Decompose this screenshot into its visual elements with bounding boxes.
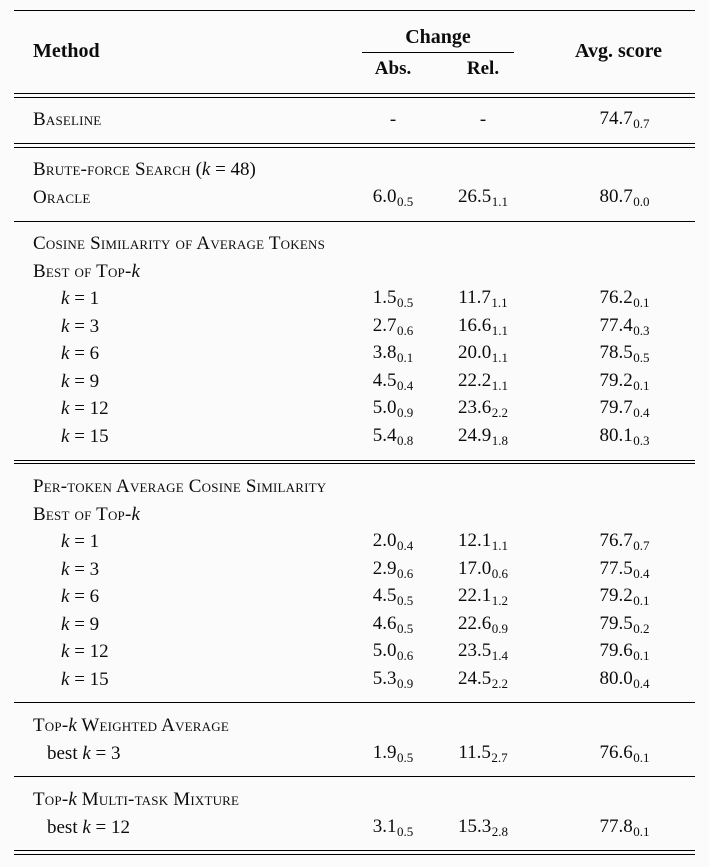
rel-value: 26.5: [458, 185, 492, 207]
rel-value-cell: [438, 668, 528, 692]
avg-value: 77.4: [599, 314, 633, 336]
abs-stddev-subscript: 0.6: [397, 648, 414, 664]
abs-value-cell: [348, 109, 438, 131]
method-label-segment: k: [82, 816, 91, 838]
method-label-segment: k: [131, 260, 140, 282]
rel-value-cell: [438, 397, 528, 421]
avg-value: 79.7: [599, 397, 633, 419]
rel-stddev-subscript: 0.9: [491, 620, 508, 636]
method-cell: [14, 531, 348, 553]
avg-value-cell: [528, 342, 695, 366]
header-rel: Rel.: [466, 58, 500, 79]
avg-value-cell: [528, 558, 695, 582]
method-label-segment: k: [61, 315, 70, 337]
abs-stddev-subscript: 0.1: [397, 350, 414, 366]
rel-value: 23.6: [458, 397, 492, 419]
table-row: [14, 501, 695, 529]
abs-stddev-subscript: 0.6: [397, 565, 414, 581]
method-cell: [14, 159, 348, 181]
rel-value: 22.2: [458, 369, 492, 391]
avg-value: 79.5: [599, 612, 633, 634]
rel-stddev-subscript: 1.4: [491, 648, 508, 664]
avg-value-cell: [528, 585, 695, 609]
avg-value: 80.1: [599, 424, 633, 446]
method-label-segment: k: [61, 343, 70, 365]
method-cell: [14, 504, 348, 526]
rel-stddev-subscript: 0.6: [491, 565, 508, 581]
method-label-segment: k: [131, 503, 140, 525]
rel-stddev-subscript: 1.1: [491, 193, 508, 209]
table-row: [14, 786, 695, 814]
method-label-segment: = 3: [69, 558, 100, 580]
rel-value: 15.3: [458, 815, 492, 837]
table-section: [14, 98, 695, 144]
avg-stddev-subscript: 0.0: [633, 193, 650, 209]
method-label-segment: k: [68, 715, 77, 737]
method-cell: [14, 789, 348, 811]
table-row: [14, 258, 695, 286]
method-label-segment: Best of Top-: [33, 260, 132, 282]
abs-value-cell: [348, 613, 438, 637]
rel-value-cell: [438, 315, 528, 339]
abs-value: 3.1: [372, 815, 397, 837]
avg-value: 77.5: [599, 557, 633, 579]
method-label-segment: = 3: [69, 315, 100, 337]
avg-stddev-subscript: 0.7: [633, 116, 650, 132]
rel-stddev-subscript: 2.8: [491, 823, 508, 839]
abs-stddev-subscript: 0.9: [397, 675, 414, 691]
avg-value-cell: [528, 186, 695, 210]
table-header: [14, 11, 695, 93]
avg-value-cell: [528, 640, 695, 664]
rel-value: 24.5: [458, 667, 492, 689]
abs-value-cell: [348, 342, 438, 366]
avg-value: 76.7: [599, 530, 633, 552]
avg-stddev-subscript: 0.4: [633, 675, 650, 691]
rel-stddev-subscript: 1.1: [491, 322, 508, 338]
abs-value: 4.5: [372, 585, 397, 607]
abs-value-cell: [348, 640, 438, 664]
table-section: [14, 148, 695, 221]
abs-value-cell: [348, 668, 438, 692]
table-row: [14, 423, 695, 451]
avg-stddev-subscript: 0.5: [633, 350, 650, 366]
method-label-segment: Brute-force Search: [33, 159, 191, 181]
table-section: [14, 222, 695, 460]
rel-value-cell: [438, 425, 528, 449]
header-method: Method: [33, 39, 100, 62]
abs-stddev-subscript: 0.5: [397, 823, 414, 839]
table-row: [14, 313, 695, 341]
avg-stddev-subscript: 0.3: [633, 322, 650, 338]
avg-value-cell: [528, 668, 695, 692]
abs-value: 3.8: [372, 342, 397, 364]
abs-value: 2.0: [372, 530, 397, 552]
table-row: [14, 341, 695, 369]
avg-value-cell: [528, 108, 695, 132]
avg-value: 77.8: [599, 815, 633, 837]
rel-value: 23.5: [458, 640, 492, 662]
avg-value-cell: [528, 530, 695, 554]
abs-value: 5.4: [372, 424, 397, 446]
rel-value-cell: [438, 530, 528, 554]
rel-stddev-subscript: 1.1: [491, 538, 508, 554]
avg-value: 76.6: [599, 741, 633, 763]
abs-value: 4.6: [372, 612, 397, 634]
method-cell: [14, 817, 348, 839]
method-cell: [14, 288, 348, 310]
abs-value: 5.0: [372, 397, 397, 419]
method-cell: [14, 316, 348, 338]
table-row: [14, 473, 695, 501]
rel-value: 17.0: [458, 557, 492, 579]
abs-value-cell: [348, 287, 438, 311]
table-row: [14, 712, 695, 740]
method-label-segment: Best of Top-: [33, 503, 132, 525]
abs-value-cell: [348, 742, 438, 766]
method-label-segment: k: [61, 668, 70, 690]
abs-value-cell: [348, 530, 438, 554]
table-row: [14, 814, 695, 842]
avg-value: 79.6: [599, 640, 633, 662]
rel-value: 24.9: [458, 424, 492, 446]
abs-stddev-subscript: 0.5: [397, 620, 414, 636]
header-abs: Abs.: [374, 58, 412, 79]
method-label-segment: = 6: [69, 586, 100, 608]
table-row: [14, 528, 695, 556]
table-row: [14, 286, 695, 314]
rel-value-cell: [438, 742, 528, 766]
abs-value-cell: [348, 397, 438, 421]
table-row: [14, 368, 695, 396]
abs-value: 1.9: [372, 741, 397, 763]
results-table: [14, 10, 695, 855]
abs-value-cell: [348, 186, 438, 210]
table-row: [14, 157, 695, 185]
method-label-segment: = 1: [69, 288, 100, 310]
table-section: [14, 777, 695, 850]
method-label-segment: = 1: [69, 531, 100, 553]
abs-value-cell: [348, 315, 438, 339]
method-label-segment: = 6: [69, 343, 100, 365]
avg-stddev-subscript: 0.1: [633, 295, 650, 311]
avg-value: 78.5: [599, 342, 633, 364]
rel-value-cell: [438, 558, 528, 582]
rel-value: 22.6: [458, 612, 492, 634]
method-label-segment: = 12: [90, 816, 131, 838]
avg-value: 74.7: [599, 108, 633, 130]
method-label-segment: k: [61, 531, 70, 553]
avg-value-cell: [528, 613, 695, 637]
table-row: [14, 556, 695, 584]
avg-value-cell: [528, 287, 695, 311]
bottom-rule: [14, 850, 695, 855]
table-row: [14, 583, 695, 611]
abs-value-cell: [348, 425, 438, 449]
method-label-segment: Per-token Average Cosine Similarity: [33, 476, 327, 498]
method-cell: [14, 187, 348, 209]
method-label-segment: Weighted Average: [76, 715, 229, 737]
change-underline-rule: [362, 52, 514, 53]
avg-stddev-subscript: 0.2: [633, 620, 650, 636]
abs-value-cell: [348, 370, 438, 394]
rel-value-cell: [438, 287, 528, 311]
avg-value-cell: [528, 370, 695, 394]
method-label-segment: = 12: [69, 398, 109, 420]
abs-value-cell: [348, 558, 438, 582]
table-row: [14, 231, 695, 259]
avg-stddev-subscript: 0.1: [633, 593, 650, 609]
method-label-segment: Cosine Similarity of Average Tokens: [33, 233, 325, 255]
rel-value-cell: [438, 640, 528, 664]
avg-stddev-subscript: 0.1: [633, 377, 650, 393]
abs-stddev-subscript: 0.9: [397, 405, 414, 421]
method-label-segment: (: [190, 159, 202, 181]
method-label-segment: k: [61, 425, 70, 447]
method-label-segment: Top-: [33, 789, 69, 811]
method-cell: [14, 109, 348, 131]
method-label-segment: k: [61, 558, 70, 580]
table-row: [14, 666, 695, 694]
method-label-segment: k: [61, 370, 70, 392]
rel-stddev-subscript: 2.2: [491, 675, 508, 691]
rel-stddev-subscript: 1.2: [491, 593, 508, 609]
abs-value: 5.3: [372, 667, 397, 689]
rel-value: 12.1: [458, 530, 492, 552]
abs-stddev-subscript: 0.5: [397, 295, 414, 311]
table-row: [14, 611, 695, 639]
table-row: [14, 184, 695, 212]
abs-stddev-subscript: 0.4: [397, 538, 414, 554]
method-cell: [14, 476, 348, 498]
method-label-segment: Top-: [33, 715, 69, 737]
method-cell: [14, 371, 348, 393]
rel-value: 11.5: [458, 741, 491, 763]
rel-value: 22.1: [458, 585, 492, 607]
method-cell: [14, 343, 348, 365]
rel-stddev-subscript: 2.2: [491, 405, 508, 421]
avg-value: 76.2: [599, 287, 633, 309]
avg-value-cell: [528, 397, 695, 421]
avg-value-cell: [528, 315, 695, 339]
method-cell: [14, 398, 348, 420]
method-label-segment: = 12: [69, 641, 109, 663]
abs-value: 5.0: [372, 640, 397, 662]
method-cell: [14, 669, 348, 691]
method-label-segment: k: [61, 641, 70, 663]
avg-value-cell: [528, 425, 695, 449]
method-label-segment: = 3: [90, 742, 121, 764]
method-cell: [14, 261, 348, 283]
rel-stddev-subscript: 2.7: [491, 749, 508, 765]
method-cell: [14, 233, 348, 255]
rel-value-cell: [438, 342, 528, 366]
avg-stddev-subscript: 0.1: [633, 648, 650, 664]
method-label-segment: = 9: [69, 613, 100, 635]
rel-value: -: [479, 109, 487, 131]
table-section: [14, 464, 695, 702]
rel-stddev-subscript: 1.1: [491, 295, 508, 311]
method-label-segment: Baseline: [33, 109, 102, 131]
avg-value-cell: [528, 816, 695, 840]
method-cell: [14, 715, 348, 737]
abs-value-cell: [348, 816, 438, 840]
avg-stddev-subscript: 0.1: [633, 749, 650, 765]
avg-value: 80.7: [599, 185, 633, 207]
abs-value: 2.7: [372, 314, 397, 336]
avg-stddev-subscript: 0.3: [633, 432, 650, 448]
abs-value-cell: [348, 585, 438, 609]
method-cell: [14, 614, 348, 636]
method-cell: [14, 743, 348, 765]
rel-stddev-subscript: 1.1: [491, 350, 508, 366]
abs-stddev-subscript: 0.6: [397, 322, 414, 338]
rel-stddev-subscript: 1.8: [491, 432, 508, 448]
avg-value-cell: [528, 742, 695, 766]
abs-stddev-subscript: 0.5: [397, 749, 414, 765]
rel-value: 11.7: [458, 287, 491, 309]
table-row: [14, 396, 695, 424]
avg-value: 79.2: [599, 369, 633, 391]
avg-stddev-subscript: 0.7: [633, 538, 650, 554]
header-change: Change: [405, 26, 471, 48]
abs-value: 2.9: [372, 557, 397, 579]
table-section: [14, 703, 695, 776]
table-row: [14, 740, 695, 768]
header-change-group: [348, 26, 528, 53]
abs-value: 4.5: [372, 369, 397, 391]
rel-value-cell: [438, 109, 528, 131]
method-label-segment: = 15: [69, 668, 109, 690]
method-label-segment: k: [201, 159, 211, 181]
rel-value-cell: [438, 816, 528, 840]
rel-value-cell: [438, 370, 528, 394]
method-cell: [14, 426, 348, 448]
abs-stddev-subscript: 0.4: [397, 377, 414, 393]
header-avg-score: Avg. score: [574, 39, 662, 62]
method-label-segment: Multi-task Mixture: [76, 789, 240, 811]
abs-value: 1.5: [372, 287, 397, 309]
avg-value: 79.2: [599, 585, 633, 607]
method-label-segment: Oracle: [33, 186, 91, 208]
method-label-segment: = 15: [69, 425, 109, 447]
abs-stddev-subscript: 0.8: [397, 432, 414, 448]
rel-value-cell: [438, 613, 528, 637]
method-label-segment: k: [61, 398, 70, 420]
method-label-segment: best: [47, 742, 83, 764]
method-label-segment: k: [82, 742, 91, 764]
method-label-segment: k: [61, 586, 70, 608]
rel-value-cell: [438, 186, 528, 210]
method-label-segment: best: [47, 816, 83, 838]
avg-stddev-subscript: 0.4: [633, 405, 650, 421]
rel-value-cell: [438, 585, 528, 609]
method-cell: [14, 641, 348, 663]
method-label-segment: = 48): [210, 159, 256, 181]
rel-value: 20.0: [458, 342, 492, 364]
table-row: [14, 638, 695, 666]
method-label-segment: k: [68, 789, 77, 811]
avg-stddev-subscript: 0.1: [633, 823, 650, 839]
method-label-segment: = 9: [69, 370, 100, 392]
method-cell: [14, 559, 348, 581]
rel-value: 16.6: [458, 314, 492, 336]
rel-stddev-subscript: 1.1: [491, 377, 508, 393]
method-cell: [14, 586, 348, 608]
table-body: [14, 93, 695, 850]
avg-value: 80.0: [599, 667, 633, 689]
abs-stddev-subscript: 0.5: [397, 593, 414, 609]
abs-stddev-subscript: 0.5: [397, 193, 414, 209]
method-label-segment: k: [61, 613, 70, 635]
avg-stddev-subscript: 0.4: [633, 565, 650, 581]
abs-value: -: [389, 109, 397, 131]
table-row: [14, 107, 695, 135]
abs-value: 6.0: [372, 185, 397, 207]
method-label-segment: k: [61, 288, 70, 310]
